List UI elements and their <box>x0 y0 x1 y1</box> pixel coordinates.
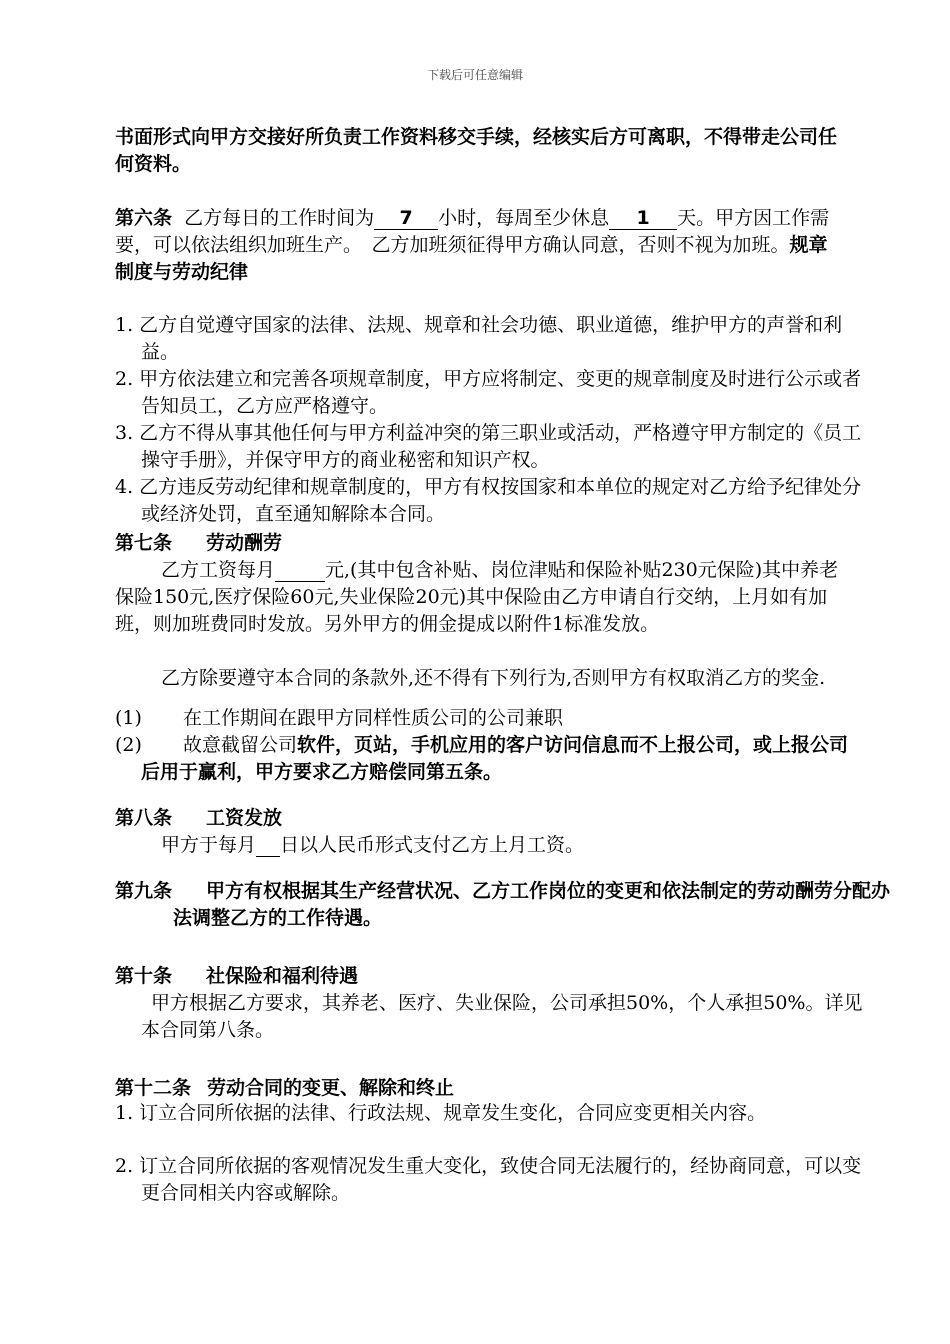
prohibition-item-2-text-a: 故意截留公司 <box>183 734 298 756</box>
prohibition-item-1-text: 在工作期间在跟甲方同样性质公司的公司兼职 <box>183 707 564 729</box>
article-7-text2: 元,(其中包含补贴、岗位津贴和保险补贴230元保险)其中养老保险150元,医疗保险60元,失业保险20元)其中保险由乙方申请自行交纳，上月如有加班，则加班费同时发放。另外甲方的佣金提成以附件1标准发放。 <box>115 559 839 635</box>
top-paragraph: 书面形式向甲方交接好所负责工作资料移交手续，经核实后方可离职，不得带走公司任何资料。 <box>115 126 838 175</box>
article-7-text1: 乙方工资每月 <box>161 559 276 581</box>
prohibition-item-1 <box>115 705 840 732</box>
rest-days-value: 1 <box>609 207 677 230</box>
article-10-number: 第十条 <box>115 965 173 987</box>
article-8-number: 第八条 <box>115 807 173 829</box>
work-hours-value: 7 <box>374 207 438 230</box>
article-7-prohibitions: 乙方除要遵守本合同的条款外,还不得有下列行为,否则甲方有权取消乙方的奖金. <box>161 667 826 689</box>
prohibition-item-2-number: (2) <box>115 734 142 756</box>
page-header: 下载后可任意编辑 <box>426 68 523 82</box>
article-6-text1: 乙方每日的工作时间为 <box>184 207 375 229</box>
article-12-heading <box>115 1075 488 1102</box>
article-12-item-1: 1. 订立合同所依据的法律、行政法规、规章发生变化，合同应变更相关内容。 <box>115 1102 767 1124</box>
salary-blank <box>275 559 325 582</box>
article-10-title: 社保险和福利待遇 <box>206 965 359 987</box>
article-9 <box>115 878 898 932</box>
article-10-heading <box>115 963 392 990</box>
article-7-title: 劳动酬劳 <box>206 532 283 554</box>
article-12-item-2: 2. 订立合同所依据的客观情况发生重大变化，致使合同无法履行的，经协商同意，可以变更合同相关内容或解除。 <box>115 1155 862 1204</box>
article-6-text3: 天。甲方因工作需要，可以依法组织加班生产。 乙方加班须征得甲方确认同意，否则不视为加班。 <box>115 207 830 256</box>
article-9-text: 甲方有权根据其生产经营状况、乙方工作岗位的变更和依法制定的劳动酬劳分配办法调整乙方的工作待遇。 <box>173 880 891 929</box>
article-8-text <box>115 832 840 859</box>
pay-day-blank <box>256 834 280 857</box>
article-12-number: 第十二条 <box>115 1077 192 1099</box>
article-6-subtitle: 规章制度与劳动纪律 <box>115 234 828 283</box>
rule-item-1: 1. 乙方自觉遵守国家的法律、法规、规章和社会功德、职业道德，维护甲方的声誉和利益。 <box>115 314 843 363</box>
article-8-title: 工资发放 <box>206 807 283 829</box>
article-8-text1: 甲方于每月 <box>161 834 257 856</box>
rule-item-4: 4. 乙方违反劳动纪律和规章制度的，甲方有权按国家和本单位的规定对乙方给予纪律处分或经济处罚，直至通知解除本合同。 <box>115 476 862 525</box>
rule-item-2: 2. 甲方依法建立和完善各项规章制度，甲方应将制定、变更的规章制度及时进行公示或者告知员工，乙方应严格遵守。 <box>115 368 862 417</box>
article-6 <box>115 205 840 286</box>
prohibition-item-2 <box>115 732 866 786</box>
article-8-heading <box>115 805 316 832</box>
article-7-heading <box>115 530 316 557</box>
article-6-title: 第六条 <box>115 207 173 229</box>
article-8-text2: 日以人民币形式支付乙方上月工资。 <box>280 834 585 856</box>
article-12-title: 劳动合同的变更、解除和终止 <box>207 1077 455 1099</box>
article-9-number: 第九条 <box>115 880 173 902</box>
prohibition-item-2-text-b: 软件，页站，手机应用的客户访问信息而不上报公司，或上报公司后用于赢利，甲方要求乙方赔偿同第五条。 <box>141 734 849 783</box>
rule-item-3: 3. 乙方不得从事其他任何与甲方利益冲突的第三职业或活动，严格遵守甲方制定的《员工操守手册》，并保守甲方的商业秘密和知识产权。 <box>115 422 862 471</box>
article-10-text: 甲方根据乙方要求，其养老、医疗、失业保险，公司承担50%，个人承担50%。详见本合同第八条。 <box>141 992 863 1041</box>
article-7-number: 第七条 <box>115 532 173 554</box>
article-7-salary <box>115 557 840 638</box>
article-6-text2: 小时，每周至少休息 <box>438 207 610 229</box>
prohibition-item-1-number: (1) <box>115 707 142 729</box>
